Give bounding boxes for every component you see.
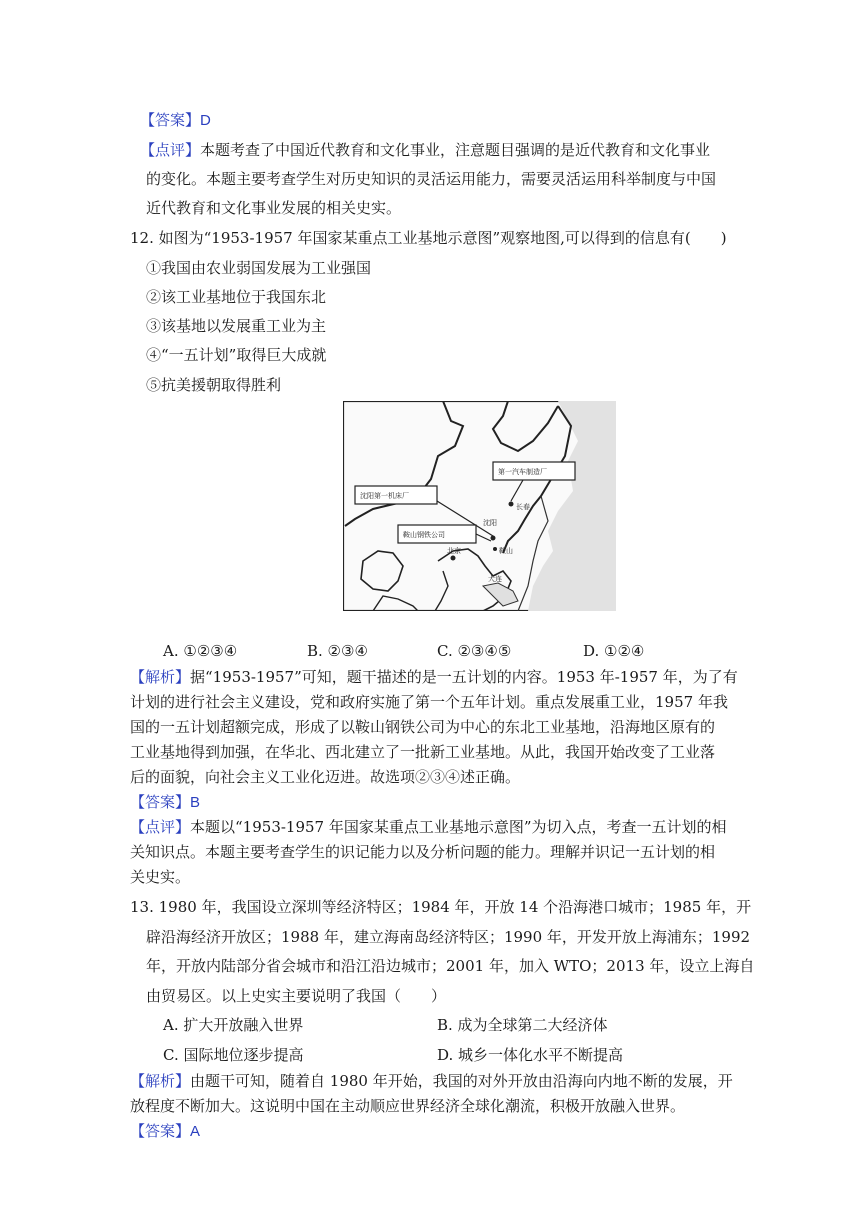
analysis-tag: 【解析】 — [130, 1072, 191, 1090]
comment-text: 本题以“1953-1957 年国家某重点工业基地示意图”为切入点，考查一五计划的相 — [190, 818, 727, 836]
map-label-changchun: 长春 — [516, 503, 530, 511]
comment-tag: 【点评】 — [130, 818, 191, 836]
q12-analysis-5: 后的面貌，向社会主义工业化迈进。故选项②③④述正确。 — [130, 768, 521, 786]
q12-option-d: D. ①②④ — [583, 642, 645, 660]
q13-stem-1: 13. 1980 年，我国设立深圳等经济特区；1984 年，开放 14 个沿海港口城市；1985 年，开 — [130, 898, 752, 916]
comment-tag: 【点评】 — [140, 141, 201, 159]
map-label-plant1: 第一汽车制造厂 — [498, 468, 547, 476]
answer-tag: 【答案】 — [140, 111, 201, 129]
analysis-text: 由题干可知，随着自 1980 年开始，我国的对外开放由沿海向内地不断的发展，开 — [190, 1072, 733, 1090]
q12-comment-3: 关史实。 — [130, 868, 191, 886]
q13-option-b: B. 成为全球第二大经济体 — [437, 1016, 608, 1034]
q12-statement-1: ①我国由农业弱国发展为工业强国 — [146, 259, 372, 277]
answer-tag: 【答案】 — [130, 1122, 191, 1140]
q12-statement-3: ③该基地以发展重工业为主 — [146, 317, 327, 335]
comment-text: 本题考查了中国近代教育和文化事业，注意题目强调的是近代教育和文化事业 — [200, 141, 711, 159]
q13-answer — [130, 1121, 200, 1142]
answer-letter: B — [190, 794, 201, 811]
q12-stem: 12. 如图为“1953-1957 年国家某重点工业基地示意图”观察地图,可以得到的信息有( ) — [130, 229, 727, 247]
answer-line-top — [140, 110, 211, 131]
q12-analysis-4: 工业基地得到加强，在华北、西北建立了一批新工业基地。从此，我国开始改变了工业落 — [130, 743, 716, 761]
q12-option-a: A. ①②③④ — [163, 642, 238, 660]
q12-analysis-2: 计划的进行社会主义建设，党和政府实施了第一个五年计划。重点发展重工业，1957 年我 — [130, 693, 728, 711]
comment-line-top-2: 的变化。本题主要考查学生对历史知识的灵活运用能力，需要灵活运用科举制度与中国 — [146, 170, 717, 188]
q12-statement-4: ④“一五计划”取得巨大成就 — [146, 346, 327, 364]
comment-line-top-1 — [140, 140, 710, 160]
q12-analysis-3: 国的一五计划超额完成，形成了以鞍山钢铁公司为中心的东北工业基地，沿海地区原有的 — [130, 718, 716, 736]
q13-option-c: C. 国际地位逐步提高 — [163, 1046, 304, 1064]
map-label-plant2: 沈阳第一机床厂 — [360, 492, 409, 500]
map-label-plant3: 鞍山钢铁公司 — [403, 531, 445, 539]
q12-answer — [130, 792, 200, 813]
answer-letter: D — [200, 112, 211, 129]
answer-tag: 【答案】 — [130, 793, 191, 811]
q12-option-c: C. ②③④⑤ — [437, 642, 512, 660]
answer-letter: A — [190, 1123, 201, 1140]
q13-option-d: D. 城乡一体化水平不断提高 — [437, 1046, 624, 1064]
q13-analysis-1 — [130, 1071, 733, 1091]
analysis-text: 据“1953-1957”可知，题干描述的是一五计划的内容。1953 年-1957 年，为了有 — [190, 668, 738, 686]
q12-comment-1 — [130, 817, 727, 837]
q13-option-a: A. 扩大开放融入世界 — [163, 1016, 304, 1034]
map-label-beijing: 北京 — [447, 547, 461, 555]
q13-analysis-2: 放程度不断加大。这说明中国在主动顺应世界经济全球化潮流，积极开放融入世界。 — [130, 1097, 686, 1115]
map-label-dalian: 大连 — [488, 575, 502, 583]
comment-line-top-3: 近代教育和文化事业发展的相关史实。 — [146, 199, 402, 217]
q13-stem-3: 年，开放内陆部分省会城市和沿江沿边城市；2001 年，加入 WTO；2013 年，设立上海自 — [146, 957, 755, 975]
q12-statement-5: ⑤抗美援朝取得胜利 — [146, 376, 282, 394]
q12-option-b: B. ②③④ — [307, 642, 368, 660]
q13-stem-4: 由贸易区。以上史实主要说明了我国（ ） — [146, 987, 447, 1005]
industrial-base-map — [343, 401, 616, 611]
q12-analysis-1 — [130, 667, 738, 687]
q13-stem-2: 辟沿海经济开放区；1988 年，建立海南岛经济特区；1990 年，开发开放上海浦东；1992 — [146, 928, 751, 946]
q12-comment-2: 关知识点。本题主要考查学生的识记能力以及分析问题的能力。理解并识记一五计划的相 — [130, 843, 716, 861]
map-label-anshan: 鞍山 — [499, 547, 513, 555]
analysis-tag: 【解析】 — [130, 668, 191, 686]
q12-statement-2: ②该工业基地位于我国东北 — [146, 288, 327, 306]
map-label-shenyang: 沈阳 — [483, 519, 497, 527]
